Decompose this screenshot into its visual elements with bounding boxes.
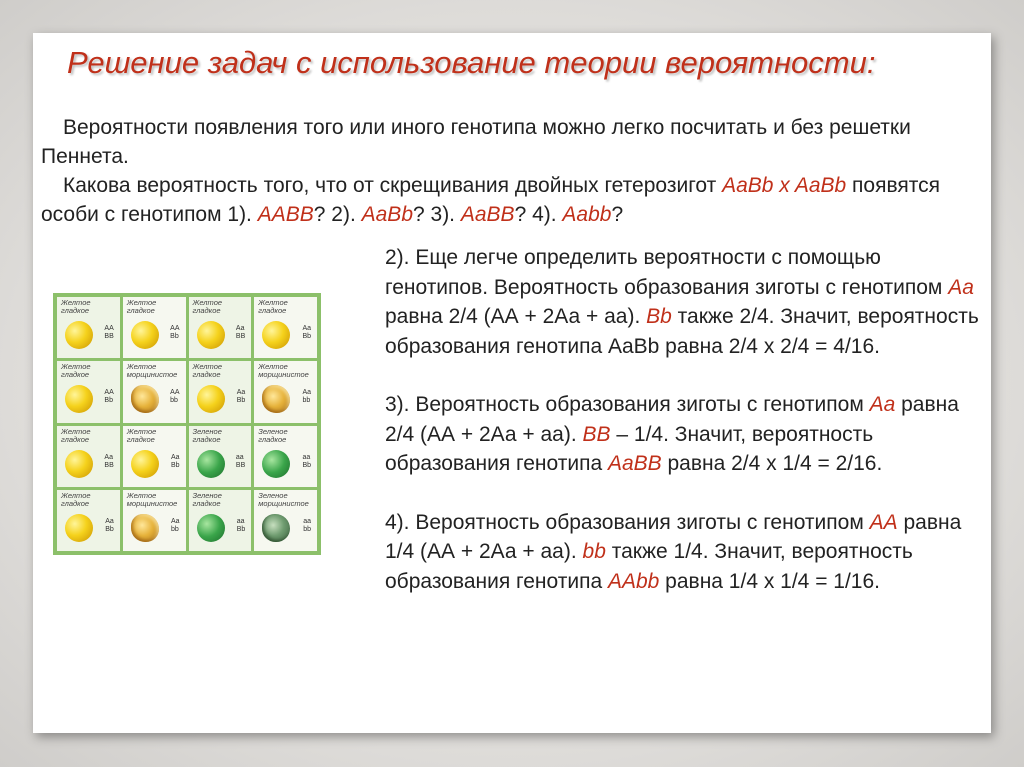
genotype-line: Bb (302, 333, 311, 340)
genotype-line: Aa (170, 453, 180, 461)
punnett-cell (189, 490, 252, 551)
answer-text: также 2/4. Значит, вероятность образования генотипа AaBb равна 2/4 х 2/4 = 4/16. (385, 305, 979, 358)
punnett-cell-caption: Зеленое гладкое (192, 490, 222, 508)
genotype-4: Aabb (562, 203, 612, 226)
answer-genotype: Аа (869, 393, 896, 416)
answer-text: равна 2/4 х 1/4 = 2/16. (661, 452, 883, 475)
punnett-cell-caption: Желтое гладкое (61, 426, 91, 444)
genotype-line: aa (302, 453, 311, 461)
answer-genotype: Bb (646, 305, 672, 328)
green-wrinkled-pea-icon (262, 514, 290, 542)
punnett-cell-genotype (171, 454, 180, 470)
punnett-cell (123, 297, 186, 358)
genotype-line: bb (170, 397, 178, 405)
yellow-wrinkled-pea-icon (131, 514, 159, 542)
punnett-cell-caption: Желтое гладкое (61, 490, 91, 508)
genotype-line: Aa (105, 517, 114, 525)
intro-text-span: ? 4). (514, 203, 563, 226)
genotype-line: bb (302, 397, 311, 405)
genotype-line: bb (303, 525, 311, 533)
answer-text: равна 1/4 х 1/4 = 1/16. (659, 569, 880, 593)
punnett-cell (189, 297, 252, 358)
yellow-smooth-pea-icon (131, 450, 159, 478)
intro-text-span: Какова вероятность того, что от скрещивания двойных гетерозигот (63, 174, 723, 197)
punnett-cell-genotype (105, 518, 114, 534)
punnett-cell-genotype (303, 518, 311, 534)
genotype-line: Aa (104, 453, 113, 461)
answer-text: 2). Еще легче определить вероятности с помощью генотипов. Вероятность образования зиготы с генотипом (385, 246, 949, 299)
punnett-cell-genotype (170, 325, 179, 341)
answers (385, 243, 985, 625)
intro-text-span: ? 2). (313, 203, 362, 226)
punnett-cell-caption: Зеленое морщинистое (258, 490, 309, 508)
yellow-smooth-pea-icon (65, 385, 93, 413)
punnett-cell-genotype (302, 389, 311, 405)
green-smooth-pea-icon (197, 514, 225, 542)
punnett-cell-genotype (237, 389, 246, 405)
answer-2 (385, 243, 985, 361)
punnett-cell-caption: Зеленое гладкое (258, 426, 288, 444)
genotype-line: AA (170, 325, 180, 332)
intro-text (41, 113, 976, 229)
yellow-smooth-pea-icon (65, 450, 93, 478)
answer-genotype: ВВ (582, 422, 611, 446)
genotype-line: Aa (235, 325, 245, 332)
yellow-smooth-pea-icon (65, 514, 93, 542)
answer-text: равна 2/4 (АА + 2Аа + аа). (385, 305, 647, 328)
punnett-cell-caption: Желтое морщинистое (126, 490, 178, 508)
intro-text-span: появятся особи с генотипом 1). (41, 174, 941, 226)
punnett-cell (57, 426, 120, 487)
answer-text: равна 1/4 (АА + 2Аа + аа). (385, 510, 962, 563)
punnett-cell (254, 297, 317, 358)
answer-text: 4). Вероятность образования зиготы с генотипом (385, 510, 870, 534)
punnett-cell-caption: Зеленое гладкое (192, 426, 222, 444)
yellow-smooth-pea-icon (197, 385, 225, 413)
punnett-cell (189, 426, 252, 487)
yellow-smooth-pea-icon (65, 321, 93, 349)
genotype-line: bb (170, 525, 179, 533)
answer-genotype: AaBB (607, 452, 662, 475)
punnett-cell-caption: Желтое гладкое (126, 298, 157, 315)
punnett-cell (123, 490, 186, 551)
answer-genotype: Aa (948, 275, 974, 299)
punnett-cell (57, 361, 120, 422)
punnett-cell-caption: Желтое морщинистое (258, 362, 309, 380)
genotype-line: BB (235, 461, 246, 469)
genotype-line: BB (104, 333, 114, 340)
genotype-line: Aa (170, 517, 180, 525)
punnett-cell (123, 361, 186, 422)
punnett-cell-caption: Желтое гладкое (258, 298, 288, 315)
answer-genotype: AAbb (607, 569, 660, 593)
answer-4 (385, 508, 985, 597)
punnett-cell-caption: Желтое гладкое (192, 362, 223, 380)
punnett-cell-genotype (171, 518, 180, 534)
answer-genotype: АА (869, 510, 898, 534)
genotype-line: Bb (170, 333, 179, 340)
answer-text: 3). Вероятность образования зиготы с генотипом (385, 393, 870, 416)
genotype-line: AA (170, 389, 180, 397)
punnett-cell (254, 426, 317, 487)
genotype-line: Bb (105, 525, 114, 533)
genotype-line: Aa (236, 389, 246, 397)
answer-text: равна 2/4 (АА + 2Аа + аа). (385, 393, 959, 446)
yellow-smooth-pea-icon (131, 321, 159, 349)
punnett-cell-caption: Желтое гладкое (61, 362, 91, 380)
punnett-square (53, 293, 321, 555)
answer-text: – 1/4. Значит, вероятность образования генотипа (385, 422, 874, 475)
genotype-line: Bb (170, 461, 180, 469)
cross-formula: AaBb x AaBb (722, 174, 847, 197)
punnett-cell-caption: Желтое гладкое (61, 298, 91, 315)
genotype-line: aa (235, 453, 244, 461)
yellow-wrinkled-pea-icon (262, 385, 290, 413)
genotype-line: BB (104, 461, 114, 469)
intro-paragraph-1: Вероятности появления того или иного генотипа можно легко посчитать и без решетки Пеннета. (41, 116, 911, 168)
punnett-cell (254, 490, 317, 551)
punnett-cell (189, 361, 252, 422)
genotype-line: AA (104, 325, 114, 332)
punnett-cell-caption: Желтое морщинистое (126, 362, 178, 380)
genotype-line: Bb (236, 525, 246, 533)
punnett-cell (57, 297, 120, 358)
punnett-cell-caption: Желтое гладкое (192, 298, 223, 315)
genotype-3: AaBB (460, 203, 515, 226)
genotype-1: AABB (257, 203, 314, 226)
answer-3 (385, 390, 985, 479)
punnett-cell-caption: Желтое гладкое (126, 426, 157, 444)
intro-paragraph-2 (41, 171, 976, 229)
punnett-cell-genotype (104, 389, 113, 405)
punnett-cell-genotype (104, 454, 113, 470)
green-smooth-pea-icon (262, 450, 290, 478)
punnett-cell-genotype (302, 454, 311, 470)
slide-title: Решение задач с использование теории вероятности: (67, 45, 876, 80)
answer-text: также 1/4. Значит, вероятность образования генотипа (385, 540, 913, 593)
intro-text-span: ? (611, 203, 624, 226)
punnett-cell-genotype (236, 325, 245, 341)
punnett-cell-genotype (236, 454, 245, 470)
genotype-line: AA (104, 389, 114, 397)
punnett-cell (123, 426, 186, 487)
green-smooth-pea-icon (197, 450, 225, 478)
genotype-line: aa (236, 517, 245, 525)
punnett-cell-genotype (237, 518, 246, 534)
punnett-cell (57, 490, 120, 551)
genotype-line: Aa (302, 325, 311, 332)
genotype-2: AaBb (361, 203, 413, 226)
genotype-line: Bb (302, 461, 311, 469)
yellow-smooth-pea-icon (197, 321, 225, 349)
genotype-line: BB (235, 333, 246, 340)
punnett-cell-genotype (104, 325, 113, 341)
punnett-cell (254, 361, 317, 422)
genotype-line: aa (303, 517, 311, 525)
punnett-cell-genotype (170, 389, 179, 405)
genotype-line: Bb (236, 397, 246, 405)
yellow-wrinkled-pea-icon (131, 385, 159, 413)
genotype-line: Bb (104, 397, 113, 405)
slide (33, 33, 991, 733)
intro-text-span: ? 3). (413, 203, 461, 226)
genotype-line: Aa (302, 389, 311, 397)
answer-genotype: bb (582, 540, 606, 563)
yellow-smooth-pea-icon (262, 321, 290, 349)
punnett-cell-genotype (302, 325, 311, 341)
